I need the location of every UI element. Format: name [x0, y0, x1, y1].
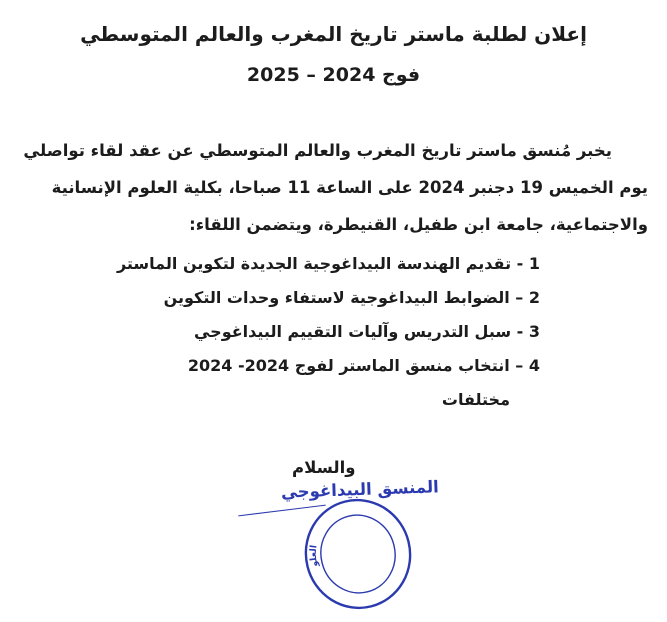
agenda-item-4: 4 – انتخاب منسق الماستر لفوج 2024- 2024 [187, 356, 540, 375]
paragraph-line: يخبر مُنسق ماستر تاريخ المغرب والعالم المتوسطي عن عقد لقاء تواصلي [23, 141, 612, 160]
agenda-list [19, 247, 648, 417]
title-block [19, 16, 648, 92]
stamp-arc-text: العلوم [308, 544, 321, 568]
paragraph-line: والاجتماعية، جامعة ابن طفيل، القنيطرة، ويتضمن اللقاء: [189, 215, 648, 234]
page-title: إعلان لطلبة ماستر تاريخ المغرب والعالم المتوسطي [80, 22, 587, 46]
agenda-item-3: 3 - سبل التدريس وآليات التقييم البيداغوجي [193, 322, 540, 341]
page-subtitle-cohort: فوج 2024 – 2025 [246, 64, 421, 86]
intro-paragraph [19, 132, 648, 243]
official-stamp [298, 492, 418, 622]
signature-title-handwritten: المنسق البيداغوجي [280, 477, 440, 502]
announcement-page [0, 16, 667, 568]
closing-salutation: والسلام [292, 458, 356, 477]
svg-text:العلوم الإنسانية [298, 496, 324, 573]
agenda-item-misc: مختلفات [441, 390, 510, 409]
agenda-item-1: 1 - تقديم الهندسة البيداغوجية الجديدة لتكوين الماستر [116, 254, 540, 273]
paragraph-line: يوم الخميس 19 دجنبر 2024 على الساعة 11 صباحا، بكلية العلوم الإنسانية [51, 178, 648, 197]
document-body [0, 16, 667, 417]
agenda-item-2: 2 – الضوابط البيداغوجية لاستفاء وحدات التكوين [163, 288, 540, 307]
